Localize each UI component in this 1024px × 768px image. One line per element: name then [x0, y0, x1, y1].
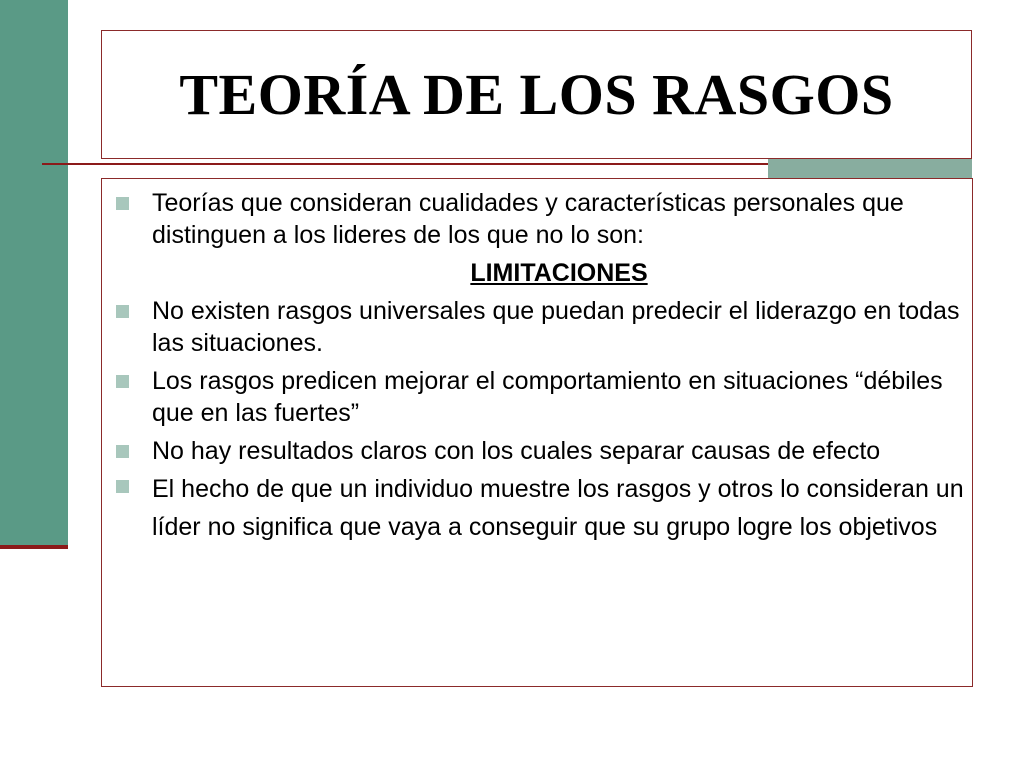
list-item-text: El hecho de que un individuo muestre los rasgos y otros lo consideran un líder no significa que vaya a conseguir que su grupo logre los objetivos [152, 475, 964, 541]
section-subheading: LIMITACIONES [470, 259, 648, 287]
list-item [116, 295, 966, 359]
list-item [116, 470, 966, 546]
title-frame [101, 30, 972, 159]
list-item-text: Los rasgos predicen mejorar el comportamiento en situaciones “débiles que en las fuertes” [152, 367, 943, 427]
left-accent-bar [0, 0, 68, 545]
list-item-text: No existen rasgos universales que puedan predecir el liderazgo en todas las situaciones. [152, 297, 960, 357]
square-bullet-icon [116, 480, 129, 493]
list-item [116, 365, 966, 429]
square-bullet-icon [116, 375, 129, 388]
square-bullet-icon [116, 445, 129, 458]
left-accent-underline [0, 545, 68, 549]
accent-strip [768, 159, 972, 178]
content-frame [101, 178, 973, 687]
slide-title: TEORÍA DE LOS RASGOS [179, 62, 894, 127]
list-item [116, 435, 966, 467]
square-bullet-icon [116, 305, 129, 318]
list-item [116, 187, 966, 251]
list-item-text: No hay resultados claros con los cuales separar causas de efecto [152, 437, 881, 465]
bullet-list [116, 187, 966, 552]
square-bullet-icon [116, 197, 129, 210]
list-item-text: Teorías que consideran cualidades y características personales que distinguen a los lideres de los que no lo son: [152, 189, 904, 249]
